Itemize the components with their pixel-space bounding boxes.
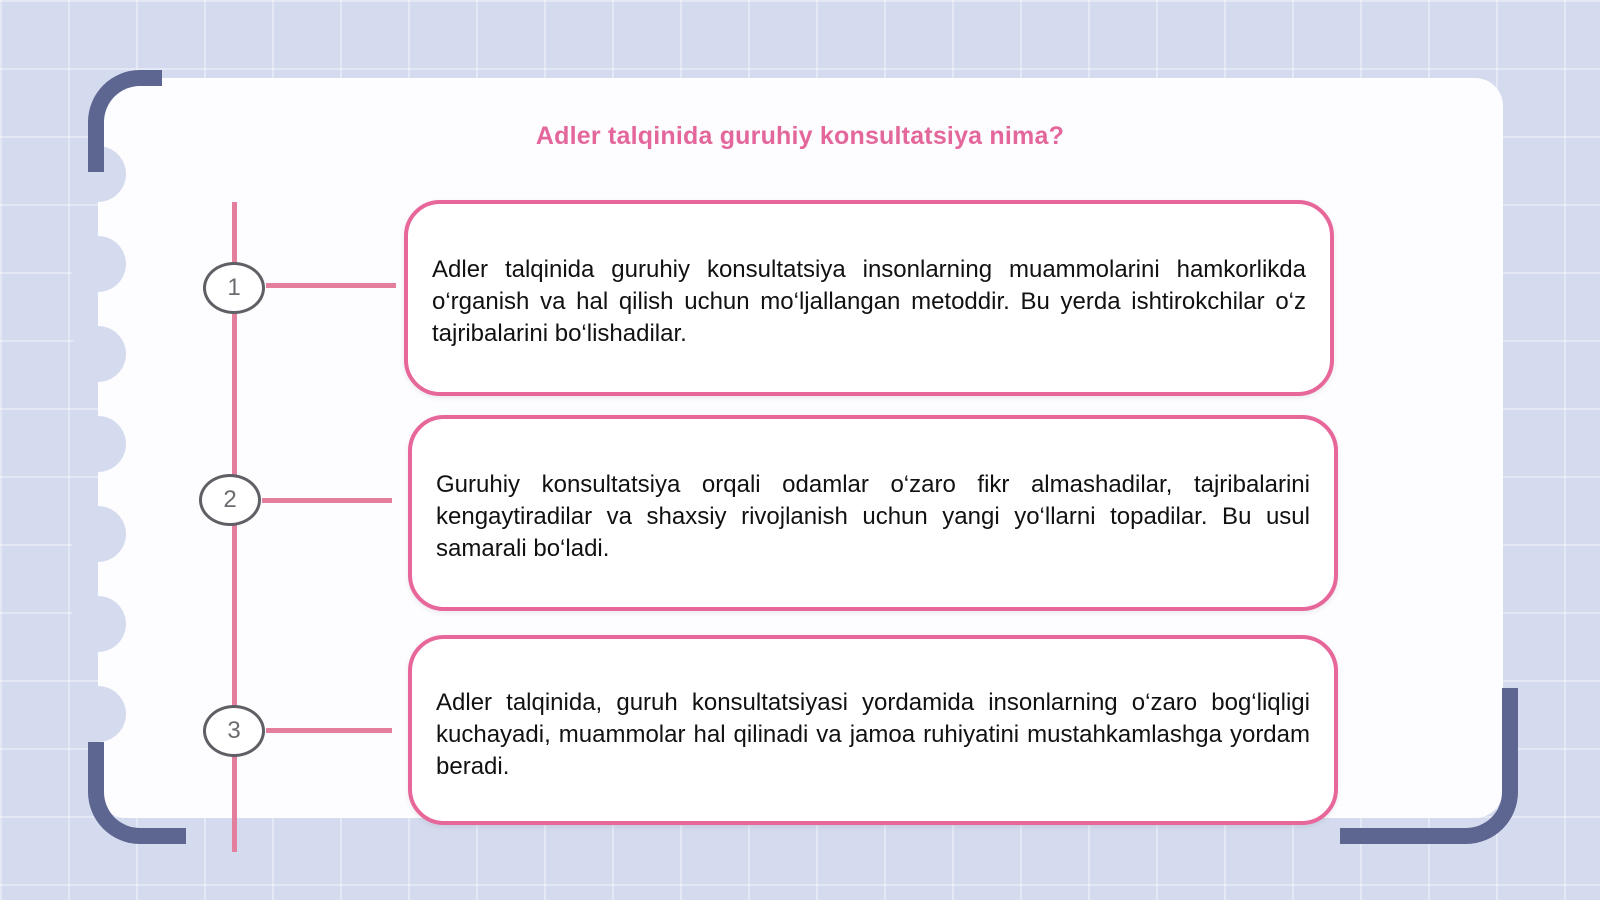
- step-text: Adler talqinida, guruh konsultatsiyasi yordamida insonlarning o‘zaro bog‘liqligi kuchayadi, muammolar hal qilinadi va jamoa ruhiyatini mustahkamlashga yordam beradi.: [436, 689, 1310, 780]
- step-card: [404, 200, 1334, 396]
- step-text: Adler talqinida guruhiy konsultatsiya insonlarning muammolarini hamkorlikda o‘rganish va hal qilish uchun mo‘ljallangan metoddir. Bu yerda ishtirokchilar o‘z tajribalarini bo‘lishadilar.: [432, 256, 1306, 347]
- step-number-badge: 1: [203, 262, 265, 314]
- frame-corner-bottom-right: [1340, 688, 1518, 844]
- frame-corner-top-left: [88, 70, 162, 172]
- paper-scallop: [70, 236, 126, 292]
- step-number-badge: 2: [199, 474, 261, 526]
- paper-scallop: [70, 596, 126, 652]
- step-card: [408, 415, 1338, 611]
- frame-corner-bottom-left: [88, 742, 186, 844]
- step-number-badge: 3: [203, 705, 265, 757]
- paper-scallop: [70, 416, 126, 472]
- step-card: [408, 635, 1338, 825]
- timeline-connector: [266, 283, 396, 288]
- step-text: Guruhiy konsultatsiya orqali odamlar o‘zaro fikr almashadilar, tajribalarini kengaytiradilar va shaxsiy rivojlanish uchun yangi yo‘llarni topadilar. Bu usul samarali bo‘ladi.: [436, 471, 1310, 562]
- timeline-connector: [266, 728, 392, 733]
- paper-scallop: [70, 506, 126, 562]
- timeline-connector: [262, 498, 392, 503]
- paper-scallop: [70, 686, 126, 742]
- slide-title: Adler talqinida guruhiy konsultatsiya nima?: [535, 122, 1065, 150]
- paper-scallop: [70, 326, 126, 382]
